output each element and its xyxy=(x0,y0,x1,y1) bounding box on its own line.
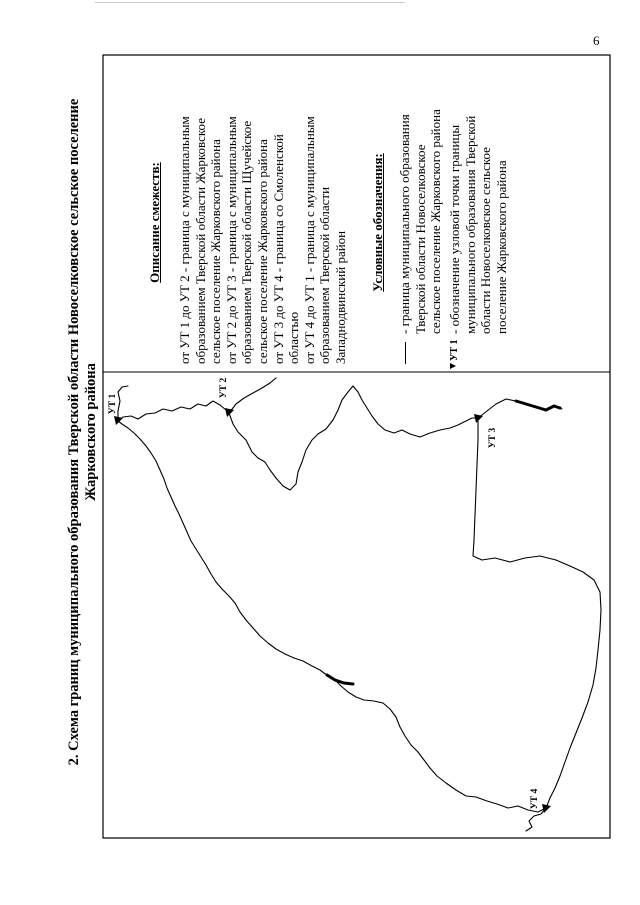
adjacency-line-3: сельское поселение Жарковского района xyxy=(208,139,224,364)
adjacency-line-6: сельское поселение Жарковского района xyxy=(254,139,270,364)
adjacency-line-5: образованием Тверской области Щучейское xyxy=(239,120,255,364)
node-label-ut3: УТ 3 xyxy=(488,427,498,449)
adjacency-line-2: образованием Тверской области Жарковское xyxy=(192,118,208,364)
branch-near-ut1 xyxy=(118,386,128,421)
boundary-ut4-ut1 xyxy=(118,421,546,812)
node-label-ut2: УТ 2 xyxy=(219,377,229,399)
adjacency-line-4: от УТ 2 до УТ 3 - граница с муниципальным xyxy=(223,116,239,364)
node-label-ut4: УТ 4 xyxy=(530,788,540,810)
river-bold-segment xyxy=(516,401,560,410)
node-item-line-2: муниципального образования Тверской xyxy=(462,115,478,334)
symbols-heading: Условные обозначения: xyxy=(370,153,385,292)
legend-item-node xyxy=(447,115,509,361)
title-line-2: Жарковского района xyxy=(83,363,99,501)
node-triangle-icon xyxy=(450,363,456,369)
legend-item-boundary xyxy=(397,109,444,334)
adjacency-line-8: областью xyxy=(286,311,302,364)
boundary-item-line-3: сельское поселение Жарковского района xyxy=(428,109,444,334)
adjacency-description xyxy=(177,116,349,364)
branch-near-ut2 xyxy=(229,378,276,413)
page-title xyxy=(58,82,104,782)
boundary-ut3-ut4 xyxy=(473,418,601,808)
node-item-line-4: поселение Жарковского района xyxy=(493,160,509,334)
boundary-ut1-ut2 xyxy=(118,401,229,421)
node-item-line-1: - обозначение узловой точки границы xyxy=(447,124,462,334)
adjacency-line-1: от УТ 1 до УТ 2 - граница с муниципальным xyxy=(177,116,192,364)
adjacency-line-9: от УТ 4 до УТ 1 - граница с муниципальным xyxy=(301,116,317,364)
legend-panel xyxy=(103,55,610,370)
adjacency-line-11: Западнодвинский район xyxy=(332,230,348,364)
title-line-1: 2. Схема границ муниципального образования Тверской области Новоселковское сельское поселение xyxy=(66,98,82,766)
adjacency-line-7: от УТ 3 до УТ 4 - граница со Смоленской xyxy=(270,134,286,364)
node-item-line-3: области Новоселковское сельское xyxy=(478,147,494,334)
adjacency-heading: Описание смежеств: xyxy=(147,162,162,283)
boundary-ut2-ut3 xyxy=(229,386,478,490)
boundary-bold-segment xyxy=(327,675,353,684)
page-number: 6 xyxy=(593,33,600,48)
adjacency-line-10: образованием Тверской области xyxy=(317,186,333,364)
boundary-line-symbol-icon xyxy=(405,342,406,364)
node-symbol-label: УТ 1 xyxy=(449,339,460,361)
boundary-item-line-2: Тверской области Новоселковское xyxy=(412,144,428,334)
node-symbol xyxy=(447,339,463,369)
boundary-item-line-1: - граница муниципального образования xyxy=(397,114,412,334)
node-label-ut1: УТ 1 xyxy=(108,393,118,415)
